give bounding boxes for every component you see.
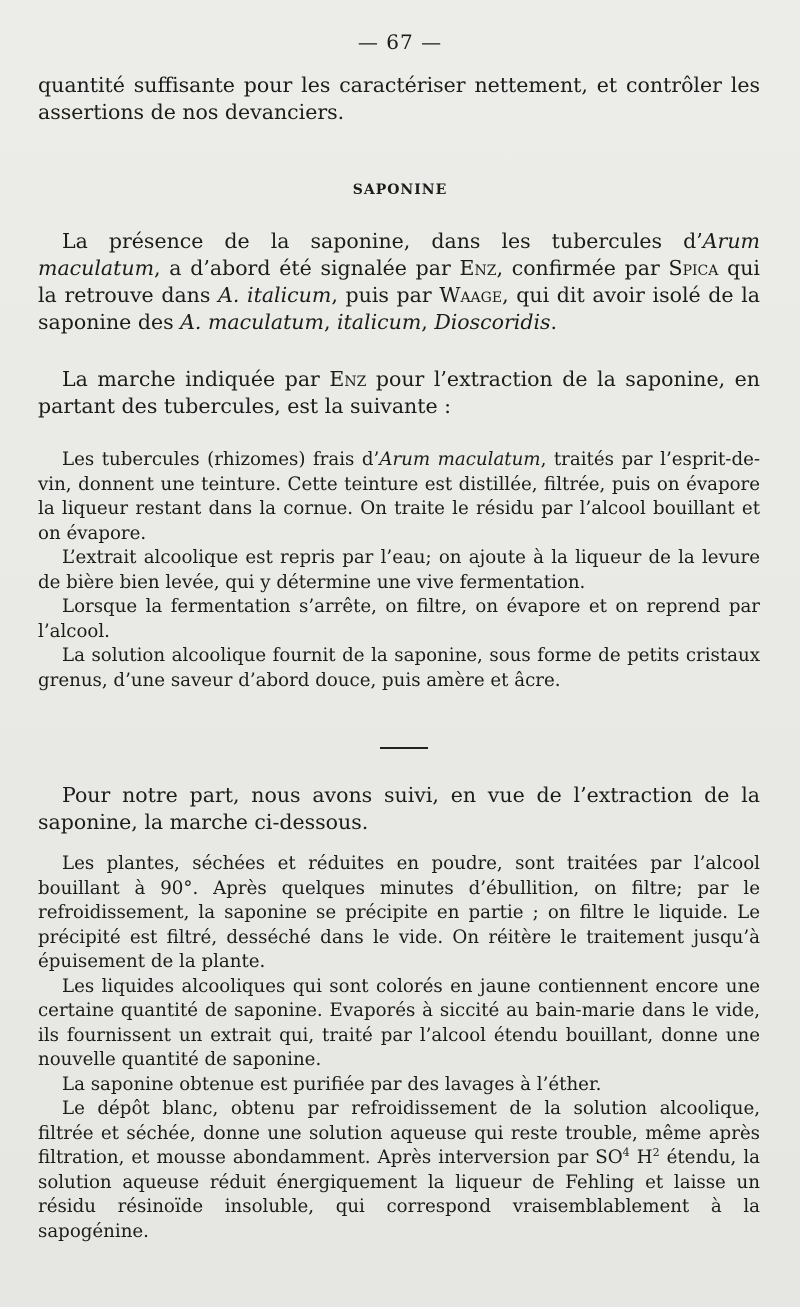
text-run: qui la retrouve dans: [38, 256, 760, 307]
text-run: Les tubercules (rhizomes) frais d’: [62, 449, 380, 470]
saponine-paragraph-2: [38, 366, 760, 420]
text-run: , a d’abord été signalée par: [154, 256, 460, 280]
taxon-name: A. maculatum: [180, 310, 324, 334]
saponine-paragraph-1: [38, 228, 760, 336]
author-name: Enz: [329, 367, 367, 391]
method-paragraph-1: Les plantes, séchées et réduites en poudre, sont traitées par l’alcool bouillant à 90°. Après quelques minutes d’ébullition, on filtre; par le refroidissement, la saponine se précipite en partie ; on filtre le liquide. Le précipité est filtré, desséché dans le vide. On réitère le traitement jusqu’à épuisement de la plante.: [38, 853, 760, 972]
method-paragraph-2: Les liquides alcooliques qui sont colorés en jaune contiennent encore une certaine quantité de saponine. Evaporés à siccité au bain-marie dans le vide, ils fournissent un extrait qui, traité par l’alcool étendu bouillant, donne une nouvelle quantité de saponine.: [38, 975, 760, 1070]
paragraph-method-enz: [38, 366, 760, 420]
text-run: ,: [323, 310, 337, 334]
quoted-procedure: [38, 448, 760, 693]
quote-paragraph-4: La solution alcoolique fournit de la saponine, sous forme de petits cristaux grenus, d’une saveur d’abord douce, puis amère et âcre.: [38, 645, 760, 691]
text-run: .: [550, 310, 558, 334]
text-run: Le dépôt blanc, obtenu par refroidissement de la solution alcoolique, filtrée et séchée, donne une solution aqueuse qui reste trouble, même après filtration, et mousse abondamment. Après interversion par SO: [38, 1098, 760, 1168]
author-name: Enz: [459, 256, 497, 280]
intro-text: quantité suffisante pour les caractériser nettement, et contrôler les assertions de nos devanciers.: [38, 73, 760, 124]
section-heading: SAPONINE: [352, 182, 448, 198]
our-procedure: [38, 852, 760, 1244]
text-run: ,: [421, 310, 435, 334]
superscript: 2: [652, 1145, 660, 1159]
text-run: étendu, la solution aqueuse réduit énergiquement la liqueur de Fehling et laisse un résidu résinoïde insoluble, qui correspond vraisemblablement à la sapogénine.: [38, 1147, 760, 1242]
text-run: , puis par: [331, 283, 440, 307]
taxon-name: Dioscoridis: [434, 310, 551, 334]
text-run: La présence de la saponine, dans les tubercules d’: [62, 229, 703, 253]
text-run: pour l’extraction de la saponine, en partant des tubercules, est la suivante :: [38, 367, 760, 418]
taxon-name: Arum maculatum: [379, 449, 541, 470]
quote-paragraph-1: [38, 448, 760, 546]
taxon-name: Arum maculatum: [38, 229, 760, 280]
superscript: 4: [622, 1145, 630, 1159]
our-method-paragraph: [38, 782, 760, 836]
page-number: — 67 —: [357, 30, 443, 54]
intro-paragraph: [38, 72, 760, 126]
text-run: H: [629, 1147, 653, 1168]
method-paragraph-3: La saponine obtenue est purifiée par des lavages à l’éther.: [62, 1073, 602, 1095]
author-name: Waage: [439, 283, 503, 307]
text-run: , traités par l’esprit-de-vin, donnent une teinture. Cette teinture est distillée, filtrée, puis on évapore la liqueur restant dans la cornue. On traite le résidu par l’alcool bouillant et on évapore.: [38, 449, 760, 544]
section-divider: [380, 747, 428, 749]
text-run: La marche indiquée par: [62, 367, 330, 391]
method-paragraph-4: [38, 1097, 760, 1244]
paragraph-our-method: Pour notre part, nous avons suivi, en vue de l’extraction de la saponine, la marche ci-dessous.: [38, 783, 760, 834]
author-name: Spica: [668, 256, 719, 280]
paragraph-presence: [38, 228, 760, 336]
text-run: , confirmée par: [496, 256, 669, 280]
quote-paragraph-3: Lorsque la fermentation s’arrête, on filtre, on évapore et on reprend par l’alcool.: [38, 596, 760, 642]
taxon-name: A. italicum: [218, 283, 332, 307]
text-run: , qui dit avoir isolé de la saponine des: [38, 283, 761, 334]
quote-paragraph-2: L’extrait alcoolique est repris par l’eau; on ajoute à la liqueur de la levure de bière bien levée, qui y détermine une vive fermentation.: [38, 547, 760, 593]
taxon-name: italicum: [337, 310, 422, 334]
